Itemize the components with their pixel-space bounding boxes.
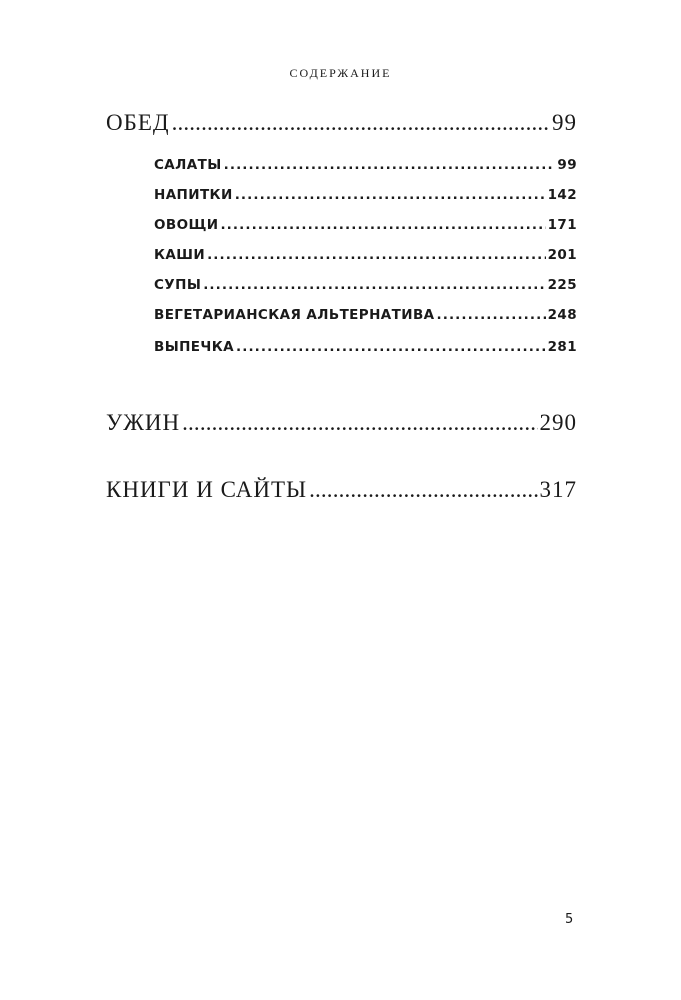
dot-leader — [436, 307, 545, 323]
dot-leader — [235, 187, 546, 203]
dot-leader — [182, 410, 537, 436]
dot-leader — [236, 339, 546, 355]
toc-subentry-page: 171 — [547, 217, 577, 233]
dot-leader — [309, 477, 537, 503]
toc-subentry-label: СУПЫ — [154, 277, 202, 293]
toc-entry-label: УЖИН — [106, 410, 181, 435]
toc-subentry-label: НАПИТКИ — [154, 187, 233, 203]
dot-leader — [203, 277, 545, 293]
toc-subentry-label: ВЕГЕТАРИАНСКАЯ АЛЬТЕРНАТИВА — [154, 307, 435, 323]
toc-entry-page: 99 — [552, 110, 577, 135]
dot-leader — [220, 217, 545, 233]
toc-subentry-page: 142 — [547, 187, 577, 203]
toc-entry-label: КНИГИ И САЙТЫ — [106, 477, 308, 502]
toc-entry-label: ОБЕД — [106, 110, 170, 135]
dot-leader — [224, 157, 556, 173]
toc-subentry-vegetables[interactable] — [154, 217, 577, 233]
page-number: 5 — [565, 912, 574, 927]
toc-subentry-page: 248 — [547, 307, 577, 323]
toc-entry-page: 317 — [539, 477, 577, 502]
toc-entry-dinner[interactable] — [106, 410, 577, 436]
toc-entry-page: 290 — [539, 410, 577, 435]
toc-subentry-drinks[interactable] — [154, 187, 577, 203]
toc-subentry-label: ВЫПЕЧКА — [154, 339, 234, 355]
toc-subentry-page: 99 — [557, 157, 577, 173]
toc-subentry-page: 201 — [547, 247, 577, 263]
toc-subentry-salads[interactable] — [154, 157, 577, 173]
dot-leader — [207, 247, 546, 263]
toc-subentry-label: САЛАТЫ — [154, 157, 222, 173]
toc-subentry-porridges[interactable] — [154, 247, 577, 263]
toc-subentry-page: 225 — [547, 277, 577, 293]
dot-leader — [172, 110, 550, 136]
toc-subentry-label: КАШИ — [154, 247, 206, 263]
toc-entry-lunch[interactable] — [106, 110, 577, 136]
toc-subentry-page: 281 — [547, 339, 577, 355]
toc-subentry-label: ОВОЩИ — [154, 217, 219, 233]
running-head: СОДЕРЖАНИЕ — [289, 66, 392, 80]
toc-entry-books-and-sites[interactable] — [106, 477, 577, 503]
toc-subentry-soups[interactable] — [154, 277, 577, 293]
toc-subentry-baking[interactable] — [154, 339, 577, 355]
toc-subentry-vegetarian[interactable] — [154, 307, 577, 323]
